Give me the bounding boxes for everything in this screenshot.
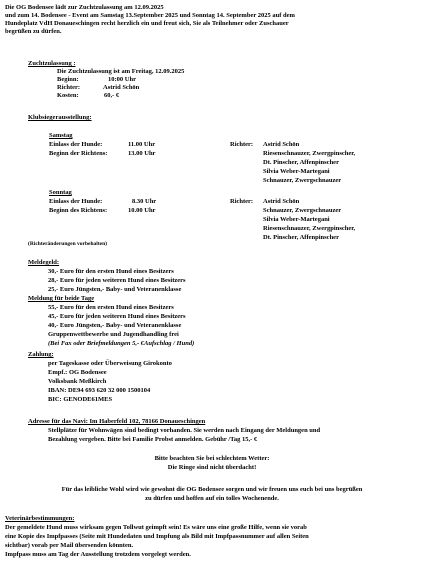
sat-richter-line: Astrid Schön bbox=[263, 141, 300, 148]
zahlung-line: Volksbank Meßkirch bbox=[48, 378, 107, 385]
adresse-line: Stellplätze für Wohnwägen sind bedingt vorhanden. Sie werden nach Eingang der Meldungen und bbox=[48, 427, 321, 434]
sun-richter-line: Riesenschnauzer, Zwergpinscher, bbox=[263, 225, 356, 232]
adresse-heading: Adresse für das Navi: Im Haberfeld 102, 78166 Donaueschingen bbox=[28, 418, 206, 425]
meldegeld-line: 30,- Euro für den ersten Hund eines Besitzers bbox=[48, 268, 174, 275]
meldegeld-line: 28,- Euro für jeden weiteren Hund eines Besitzers bbox=[48, 277, 186, 284]
intro-line: begrüßen zu dürfen. bbox=[5, 28, 62, 35]
sat-einlass-label: Einlass der Hunde: bbox=[49, 141, 103, 148]
zahlung-line: BIC: GENODE61MES bbox=[48, 396, 113, 403]
sat-day: Samstag bbox=[49, 132, 73, 139]
zucht-label: Beginn: bbox=[57, 76, 79, 83]
vet-line: eine Kopie des Impfpasses (Seite mit Hundedaten und Impfung als Bild mit Impfpassnummer auf allen Seiten bbox=[5, 533, 309, 540]
intro-line: Hundeplatz VdH Donaueschingen recht herzlich ein und freut sich, Sie als Teilnehmer oder Zuschauer bbox=[5, 20, 289, 27]
meldegeld-line: 25,- Euro Jüngsten,- Baby- und Veteranenklasse bbox=[48, 286, 182, 293]
beide-line: 40,- Euro Jüngsten,- Baby- und Veteranenklasse bbox=[48, 322, 182, 329]
beide-heading: Meldung für beide Tage bbox=[28, 295, 95, 302]
zucht-value: 60,- € bbox=[104, 92, 120, 99]
richter-note: (Richteränderungen vorbehalten) bbox=[28, 241, 107, 247]
sun-einlass-value: 8.30 Uhr bbox=[132, 198, 157, 205]
zucht-line: Die Zuchtzulassung ist am Freitag, 12.09.2025 bbox=[57, 68, 185, 75]
sun-richter-line: Astrid Schön bbox=[263, 198, 300, 205]
intro-line: und zum 14. Bodensee - Event am Samstag 13.September 2025 und Sonntag 14. September 2025 auf dem bbox=[5, 12, 295, 19]
zahlung-line: IBAN: DE94 693 620 32 000 1500104 bbox=[48, 387, 151, 394]
beide-line: 45,- Euro für jeden weiteren Hund eines Besitzers bbox=[48, 313, 186, 320]
sat-einlass-value: 11.00 Uhr bbox=[128, 141, 156, 148]
vet-line: Impfpass muss am Tag der Ausstellung trotzdem vorgelegt werden. bbox=[5, 551, 191, 558]
beide-line: 55,- Euro für den ersten Hund eines Besitzers bbox=[48, 304, 174, 311]
zahlung-heading: Zahlung: bbox=[28, 351, 54, 358]
sun-day: Sonntag bbox=[49, 189, 72, 196]
sat-beginn-value: 13.00 Uhr bbox=[128, 150, 156, 157]
wetter-line: Bitte beachten Sie bei schlechtem Wetter: bbox=[154, 455, 270, 462]
vet-line: Der gemeldete Hund muss wirksam gegen Tollwut geimpft sein! Es wäre uns eine große Hilfe, wenn sie vorab bbox=[5, 524, 307, 531]
zucht-heading: Zuchtzulassung : bbox=[28, 60, 76, 67]
sun-beginn-label: Beginn des Richtens: bbox=[49, 207, 108, 214]
zahlung-line: per Tageskasse oder Überweisung Girokonto bbox=[48, 360, 172, 367]
zucht-value: 10:00 Uhr bbox=[108, 76, 136, 83]
zucht-label: Richter: bbox=[57, 84, 81, 91]
vet-line: sichtbar) vorab per Mail übersenden könnten. bbox=[5, 542, 134, 549]
sat-richter-line: Silvia Weber-Martegani bbox=[263, 168, 330, 175]
zahlung-line: Empf.: OG Bodensee bbox=[48, 369, 107, 376]
zucht-label: Kosten: bbox=[57, 92, 79, 99]
intro-line: Die OG Bodensee lädt zur Zuchtzulassung am 12.09.2025 bbox=[5, 4, 164, 11]
sun-einlass-label: Einlass der Hunde: bbox=[49, 198, 103, 205]
sat-beginn-label: Beginn der Richtens: bbox=[49, 150, 108, 157]
wohl-line: Für das leibliche Wohl wird wie gewohnt die OG Bodensee sorgen und wir freuen uns euch bei uns begrüßen bbox=[61, 486, 363, 493]
wohl-line: zu dürfen und hoffen auf ein tolles Wochenende. bbox=[145, 495, 279, 502]
sat-richter-label: Richter: bbox=[230, 141, 254, 148]
beide-line: Gruppenwettbewerbe und Jugendhandling frei bbox=[48, 331, 179, 338]
adresse-line: Bezahlung vergeben. Bitte bei Familie Probst anmelden. Gebühr /Tag 15,- € bbox=[48, 436, 258, 443]
sun-beginn-value: 10.00 Uhr bbox=[128, 207, 156, 214]
fax-note: (Bei Fax oder Briefmeldungen 5,- €Aufschlag / Hund) bbox=[48, 340, 195, 347]
sat-richter-line: Dt. Pinscher, Affenpinscher bbox=[263, 159, 339, 166]
klub-heading: Klubsiegerausstellung: bbox=[28, 114, 92, 121]
sat-richter-line: Schnauzer, Zwergschnauzer bbox=[263, 177, 342, 184]
zucht-value: Astrid Schön bbox=[103, 84, 140, 91]
sat-richter-line: Riesenschnauzer, Zwergpinscher, bbox=[263, 150, 356, 157]
sun-richter-line: Silvia Weber-Martegani bbox=[263, 216, 330, 223]
sun-richter-line: Schnauzer, Zwergschnauzer bbox=[263, 207, 342, 214]
vet-heading: Veterinärbestimmungen: bbox=[5, 515, 75, 522]
meldegeld-heading: Meldegeld: bbox=[28, 259, 60, 266]
sun-richter-line: Dt. Pinscher, Affenpinscher bbox=[263, 234, 339, 241]
sun-richter-label: Richter: bbox=[230, 198, 254, 205]
wetter-line: Die Ringe sind nicht überdacht! bbox=[167, 464, 257, 471]
